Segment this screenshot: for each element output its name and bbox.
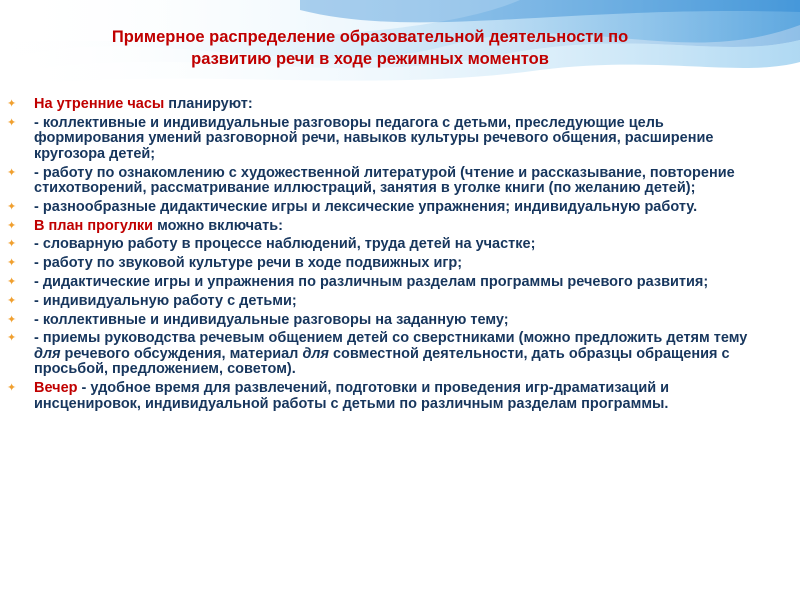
list-item — [0, 97, 790, 113]
star-bullet-icon: ✦ — [7, 166, 17, 179]
list-item — [0, 166, 790, 197]
section-heading: В план прогулки — [34, 217, 154, 234]
star-bullet-icon: ✦ — [7, 313, 17, 326]
star-bullet-icon: ✦ — [7, 200, 17, 213]
item-text: - работу по звуковой культуре речи в ходе подвижных игр; — [34, 255, 463, 272]
item-text: совместной деятельности, дать образцы обращения с просьбой, предложением, советом). — [34, 345, 730, 378]
star-bullet-icon: ✦ — [7, 238, 17, 251]
section-heading: На утренние часы — [34, 96, 165, 112]
item-text: - словарную работу в процессе наблюдений, труда детей на участке; — [34, 236, 536, 253]
item-text: - работу по ознакомлению с художественной литературой (чтение и рассказывание, повторение стихотворений, рассматривание иллюстраций, занятия в уголке книги (по желанию детей); — [34, 164, 735, 197]
item-text: - разнообразные дидактические игры и лексические упражнения; индивидуальную работу. — [34, 198, 698, 215]
list-item — [0, 256, 790, 272]
list-item — [0, 331, 790, 378]
section-heading: Вечер — [34, 380, 78, 397]
item-text: речевого обсуждения, материал — [60, 345, 303, 362]
star-bullet-icon: ✦ — [7, 276, 17, 289]
list-item — [0, 237, 790, 253]
list-item — [0, 275, 790, 291]
star-bullet-icon: ✦ — [7, 98, 17, 110]
list-item — [0, 116, 790, 163]
item-text: - дидактические игры и упражнения по различным разделам программы речевого развития; — [34, 274, 709, 291]
list-item — [0, 313, 790, 329]
star-bullet-icon: ✦ — [7, 332, 17, 345]
list-item — [0, 219, 790, 235]
star-bullet-icon: ✦ — [7, 219, 17, 232]
page-title — [20, 26, 720, 70]
item-text: - индивидуальную работу с детьми; — [34, 292, 297, 309]
star-bullet-icon: ✦ — [7, 382, 17, 395]
item-text: - удобное время для развлечений, подготовки и проведения игр-драматизаций и инсценировок, индивидуальной работы с детьми по различным разделам программы. — [34, 380, 670, 412]
item-text: - коллективные и индивидуальные разговоры педагога с детьми, преследующие цель формирования умений разговорной речи, навыков культуры речевого общения, расширение кругозора детей; — [34, 114, 714, 162]
list-item — [0, 294, 790, 310]
item-text: можно включать: — [153, 217, 283, 234]
title-line-1: Примерное распределение образовательной деятельности по — [111, 28, 629, 46]
star-bullet-icon: ✦ — [7, 257, 17, 270]
star-bullet-icon: ✦ — [7, 294, 17, 307]
content-list — [0, 97, 790, 416]
title-line-2: развитию речи в ходе режимных моментов — [191, 50, 549, 68]
item-text: - приемы руководства речевым общением детей со сверстниками (можно предложить детям тему — [34, 330, 748, 347]
list-item — [0, 200, 790, 216]
item-emphasis: для — [302, 345, 329, 362]
star-bullet-icon: ✦ — [7, 116, 17, 129]
item-text: - коллективные и индивидуальные разговоры на заданную тему; — [34, 311, 509, 328]
item-text: планируют: — [164, 96, 253, 112]
list-item — [0, 381, 790, 412]
item-emphasis: для — [34, 345, 61, 362]
